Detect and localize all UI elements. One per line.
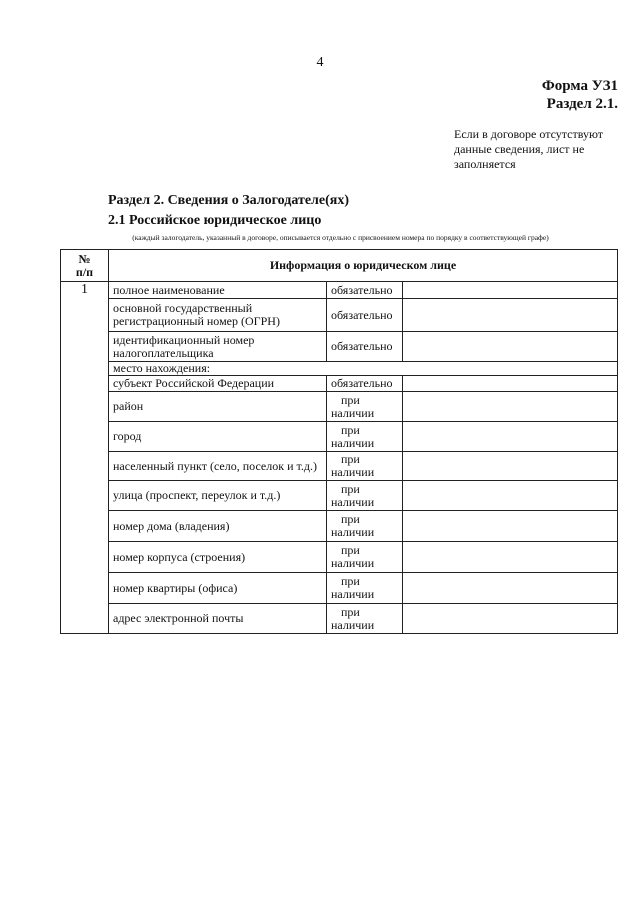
requirement-cell: при наличии: [327, 422, 403, 452]
value-cell[interactable]: [403, 452, 618, 481]
value-cell[interactable]: [403, 422, 618, 452]
requirement-cell: при наличии: [327, 604, 403, 634]
field-label: номер корпуса (строения): [109, 542, 327, 573]
field-label: город: [109, 422, 327, 452]
field-label: полное наименование: [109, 282, 327, 299]
form-title: Форма УЗ1: [541, 78, 618, 94]
table-row: [61, 452, 618, 481]
field-label: улица (проспект, переулок и т.д.): [109, 481, 327, 511]
form-section-label: Раздел 2.1.: [546, 96, 618, 112]
field-label: основной государственный регистрационный номер (ОГРН): [109, 299, 327, 332]
subsection-note: (каждый залогодатель, указанный в договоре, описывается отдельно с присвоением номера по порядку в соответствующей графе): [132, 233, 549, 242]
table-row: [61, 299, 618, 332]
value-cell[interactable]: [403, 604, 618, 634]
value-cell[interactable]: [403, 573, 618, 604]
page-number: 4: [316, 55, 324, 70]
table-row: [61, 362, 618, 376]
table-row: [61, 376, 618, 392]
requirement-cell: при наличии: [327, 542, 403, 573]
value-cell[interactable]: [403, 511, 618, 542]
table-row: [61, 332, 618, 362]
table-row: [61, 481, 618, 511]
location-subheading: место нахождения:: [109, 362, 618, 376]
fill-note: Если в договоре отсутствуют данные сведения, лист не заполняется: [454, 127, 604, 171]
value-cell[interactable]: [403, 481, 618, 511]
requirement-cell: при наличии: [327, 511, 403, 542]
value-cell[interactable]: [403, 299, 618, 332]
table-row: [61, 422, 618, 452]
field-label: субъект Российской Федерации: [109, 376, 327, 392]
requirement-cell: обязательно: [327, 299, 403, 332]
field-label: адрес электронной почты: [109, 604, 327, 634]
value-cell[interactable]: [403, 332, 618, 362]
requirement-cell: при наличии: [327, 452, 403, 481]
field-label: район: [109, 392, 327, 422]
value-cell[interactable]: [403, 376, 618, 392]
value-cell[interactable]: [403, 542, 618, 573]
field-label: номер дома (владения): [109, 511, 327, 542]
table-row: [61, 282, 618, 299]
section-heading: Раздел 2. Сведения о Залогодателе(ях): [108, 193, 350, 208]
field-label: населенный пункт (село, поселок и т.д.): [109, 452, 327, 481]
legal-entity-table: [60, 249, 618, 634]
value-cell[interactable]: [403, 282, 618, 299]
table-row: [61, 542, 618, 573]
requirement-cell: при наличии: [327, 392, 403, 422]
requirement-cell: при наличии: [327, 573, 403, 604]
table-row: [61, 573, 618, 604]
field-label: идентификационный номер налогоплательщика: [109, 332, 327, 362]
table-row: [61, 511, 618, 542]
requirement-cell: обязательно: [327, 332, 403, 362]
row-number-cell: 1: [61, 282, 109, 634]
table-row: [61, 392, 618, 422]
requirement-cell: обязательно: [327, 376, 403, 392]
value-cell[interactable]: [403, 392, 618, 422]
header-number-symbol: №: [78, 251, 91, 266]
header-number-label: п/п: [75, 264, 94, 279]
table-header-row: [61, 250, 618, 282]
subsection-heading: 2.1 Российское юридическое лицо: [108, 213, 322, 228]
requirement-cell: обязательно: [327, 282, 403, 299]
header-number-cell: [61, 250, 109, 282]
requirement-cell: при наличии: [327, 481, 403, 511]
table-row: [61, 604, 618, 634]
header-info-cell: Информация о юридическом лице: [109, 250, 618, 282]
field-label: номер квартиры (офиса): [109, 573, 327, 604]
